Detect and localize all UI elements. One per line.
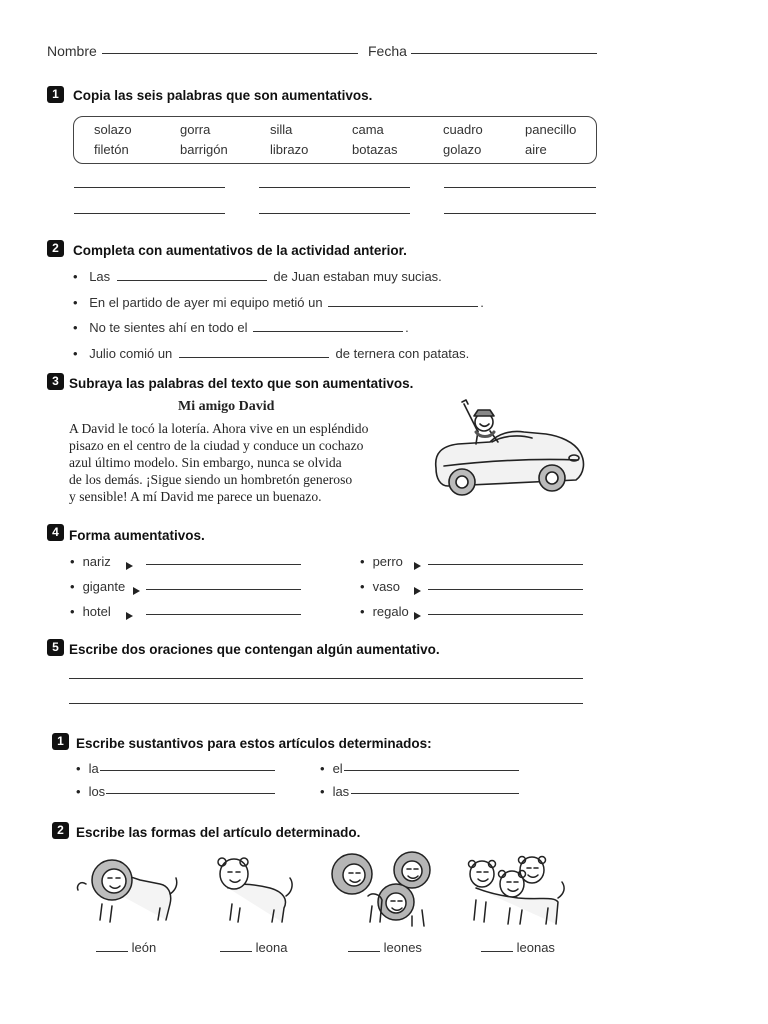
- caption-word: leones: [383, 940, 422, 955]
- answer-line[interactable]: [146, 614, 301, 615]
- article: la: [88, 761, 99, 776]
- base-word: hotel: [82, 604, 111, 619]
- sentence-before: No te sientes ahí en todo el: [89, 320, 248, 335]
- lionesses-illustration: [462, 852, 572, 932]
- sentence-item: [73, 346, 469, 361]
- caption-item: [96, 940, 156, 955]
- base-word: vaso: [372, 579, 401, 594]
- answer-line[interactable]: [444, 187, 596, 188]
- reading-line: pisazo en el centro de la ciudad y conduce un cochazo: [69, 438, 364, 453]
- caption-word: león: [131, 940, 157, 955]
- date-label: Fecha: [368, 43, 407, 59]
- answer-line[interactable]: [428, 589, 583, 590]
- answer-line[interactable]: [220, 951, 252, 952]
- section-b-exercise-1-title: Escribe sustantivos para estos artículos determinados:: [76, 736, 432, 751]
- answer-line[interactable]: [344, 770, 519, 771]
- word: silla: [270, 122, 293, 137]
- article: los: [88, 784, 106, 799]
- augmentative-item: [70, 579, 125, 594]
- answer-line[interactable]: [444, 213, 596, 214]
- word: botazas: [352, 142, 398, 157]
- arrow-icon: [414, 557, 421, 575]
- sentence-item: [73, 295, 484, 310]
- base-word: perro: [372, 554, 403, 569]
- augmentative-item: [70, 554, 111, 569]
- sentence-line[interactable]: [69, 678, 583, 679]
- answer-line[interactable]: [146, 564, 301, 565]
- sentence-item: [73, 269, 442, 284]
- answer-line[interactable]: [106, 793, 275, 794]
- augmentative-item: [360, 579, 400, 594]
- reading-line: azul último modelo. Sin embargo, nunca se olvida: [69, 455, 342, 470]
- base-word: nariz: [82, 554, 111, 569]
- arrow-icon: [126, 557, 133, 575]
- word: panecillo: [525, 122, 577, 137]
- arrow-icon: [126, 607, 133, 625]
- base-word: regalo: [372, 604, 409, 619]
- sentence-before: Julio comió un: [89, 346, 173, 361]
- reading-line: y sensible! A mí David me parece un buenazo.: [69, 489, 322, 504]
- answer-line[interactable]: [348, 951, 380, 952]
- sentence-before: Las: [89, 269, 111, 284]
- exercise-3-number: 3: [47, 373, 64, 390]
- article: el: [332, 761, 343, 776]
- word: solazo: [94, 122, 132, 137]
- word-box: [73, 116, 597, 164]
- sentence-after: .: [480, 295, 484, 310]
- answer-line[interactable]: [117, 280, 267, 281]
- word: barrigón: [180, 142, 228, 157]
- word: librazo: [270, 142, 309, 157]
- augmentative-item: [360, 604, 409, 619]
- sentence-line[interactable]: [69, 703, 583, 704]
- sentence-after: .: [405, 320, 409, 335]
- date-field[interactable]: [411, 40, 597, 54]
- answer-line[interactable]: [481, 951, 513, 952]
- car-illustration: [428, 398, 588, 508]
- section-b-exercise-2-title: Escribe las formas del artículo determinado.: [76, 825, 361, 840]
- sentence-before: En el partido de ayer mi equipo metió un: [89, 295, 323, 310]
- exercise-2-title: Completa con aumentativos de la actividad anterior.: [73, 243, 407, 258]
- exercise-1-number: 1: [47, 86, 64, 103]
- article-item: [76, 761, 99, 776]
- lion-illustration: [72, 850, 182, 930]
- lions-illustration: [328, 846, 438, 930]
- caption-word: leonas: [516, 940, 555, 955]
- answer-line[interactable]: [253, 331, 403, 332]
- answer-line[interactable]: [100, 770, 275, 771]
- answer-line[interactable]: [179, 357, 329, 358]
- answer-line[interactable]: [146, 589, 301, 590]
- caption-item: [481, 940, 555, 955]
- reading-text: [69, 420, 368, 505]
- name-label: Nombre: [47, 43, 97, 59]
- arrow-icon: [133, 582, 140, 600]
- caption-item: [220, 940, 287, 955]
- answer-line[interactable]: [74, 187, 225, 188]
- reading-title: Mi amigo David: [178, 399, 275, 414]
- section-b-exercise-1-number: 1: [52, 733, 69, 750]
- exercise-5-number: 5: [47, 639, 64, 656]
- word: cuadro: [443, 122, 483, 137]
- arrow-icon: [414, 607, 421, 625]
- article: las: [332, 784, 350, 799]
- augmentative-item: [360, 554, 403, 569]
- answer-line[interactable]: [259, 187, 410, 188]
- exercise-4-number: 4: [47, 524, 64, 541]
- answer-line[interactable]: [259, 213, 410, 214]
- sentence-after: de ternera con patatas.: [335, 346, 470, 361]
- answer-line[interactable]: [428, 564, 583, 565]
- reading-line: de los demás. ¡Sigue siendo un hombretón generoso: [69, 472, 353, 487]
- answer-line[interactable]: [351, 793, 519, 794]
- word: aire: [525, 142, 547, 157]
- article-item: [320, 784, 349, 799]
- article-item: [320, 761, 343, 776]
- reading-line: A David le tocó la lotería. Ahora vive en un espléndido: [69, 421, 369, 436]
- answer-line[interactable]: [328, 306, 478, 307]
- section-b-exercise-2-number: 2: [52, 822, 69, 839]
- answer-line[interactable]: [96, 951, 128, 952]
- caption-item: [348, 940, 422, 955]
- base-word: gigante: [82, 579, 126, 594]
- name-field[interactable]: [102, 40, 358, 54]
- exercise-5-title: Escribe dos oraciones que contengan algún aumentativo.: [69, 642, 440, 657]
- caption-word: leona: [255, 940, 288, 955]
- lioness-illustration: [210, 852, 300, 930]
- sentence-item: [73, 320, 409, 335]
- word: cama: [352, 122, 384, 137]
- exercise-2-number: 2: [47, 240, 64, 257]
- exercise-3-title: Subraya las palabras del texto que son aumentativos.: [69, 376, 414, 391]
- answer-line[interactable]: [428, 614, 583, 615]
- word: filetón: [94, 142, 129, 157]
- answer-line[interactable]: [74, 213, 225, 214]
- exercise-4-title: Forma aumentativos.: [69, 528, 205, 543]
- sentence-after: de Juan estaban muy sucias.: [273, 269, 442, 284]
- article-item: [76, 784, 105, 799]
- augmentative-item: [70, 604, 111, 619]
- word: golazo: [443, 142, 482, 157]
- arrow-icon: [414, 582, 421, 600]
- exercise-1-title: Copia las seis palabras que son aumentativos.: [73, 88, 373, 103]
- word: gorra: [180, 122, 211, 137]
